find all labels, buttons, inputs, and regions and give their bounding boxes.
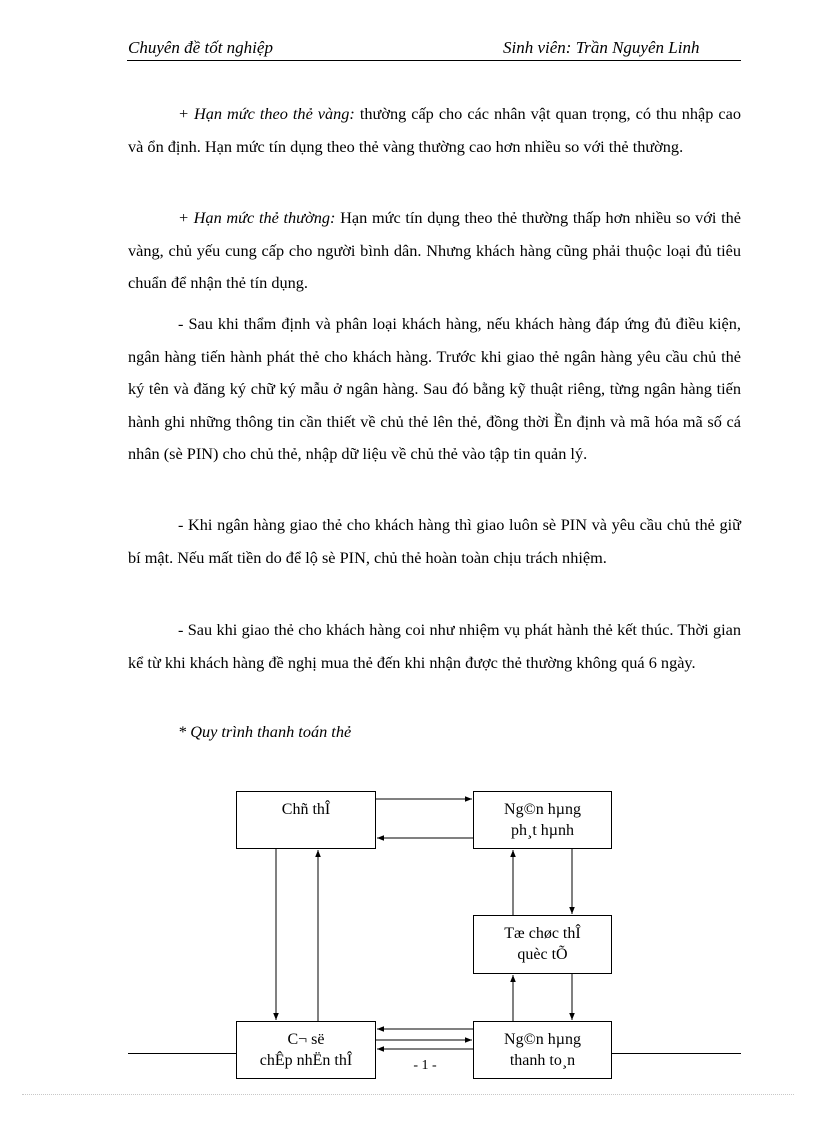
node-label: Chñ thÎ [281,801,331,818]
paragraph-text: thường cấp cho các nhân vật quan trọng, có thu nhập cao và ổn định. Hạn mức tín dụng theo thẻ vàng thường cao hơn nhiều so với thẻ thường. [128,104,741,156]
header-topic: Chuyên đề tốt nghiệp [128,38,273,57]
node-merchant [236,1021,376,1079]
node-label: ph¸t hµnh [511,822,574,839]
paragraph-text: - Sau khi thẩm định và phân loại khách hàng, nếu khách hàng đáp ứng đủ điều kiện, ngân hàng tiến hành phát thẻ cho khách hàng. Trước khi giao thẻ ngân hàng yêu cầu chủ thẻ ký tên và đăng ký chữ ký mẫu ở ngân hàng. Sau đó bằng kỹ thuật riêng, từng ngân hàng tiến hành ghi những thông tin cần thiết về chủ thẻ lên thẻ, đồng thời Ền định và mã hóa mã số cá nhân (sè PIN) cho chủ thẻ, nhập dữ liệu về chủ thẻ vào tập tin quản lý. [128,314,741,463]
node-label: quèc tÕ [517,946,568,963]
footer-rule-right [612,1053,741,1054]
section-caption: * Quy trình thanh toán thẻ [178,722,352,741]
node-label: C¬ së [287,1031,325,1048]
footer-rule-left [128,1053,236,1054]
page-number: - 1 - [401,1058,449,1074]
node-cardholder [236,791,376,849]
header-student: Sinh viên: Trần Nguyên Linh [503,38,700,57]
paragraph-text: - Khi ngân hàng giao thẻ cho khách hàng thì giao luôn sè PIN và yêu cầu chủ thẻ giữ bí mật. Nếu mất tiền do để lộ sè PIN, chủ thẻ hoàn toàn chịu trách nhiệm. [128,515,741,567]
node-issuing-bank [473,791,612,849]
node-label: chÊp nhËn thÎ [259,1052,353,1069]
paragraph-lead: + Hạn mức thẻ thường: [178,208,336,227]
node-label: Ng©n hµng [504,801,581,818]
node-label: Ng©n hµng [504,1031,581,1048]
node-card-organization [473,915,612,974]
node-label: thanh to¸n [509,1052,576,1069]
paragraph-text: - Sau khi giao thẻ cho khách hàng coi như nhiệm vụ phát hành thẻ kết thúc. Thời gian kể từ khi khách hàng đề nghị mua thẻ đến khi nhận được thẻ thường không quá 6 ngày. [128,620,741,672]
node-payment-bank [473,1021,612,1079]
paragraph-text: Hạn mức tín dụng theo thẻ thường thấp hơn nhiều so với thẻ vàng, chủ yếu cung cấp cho người bình dân. Nhưng khách hàng cũng phải thuộc loại đủ tiêu chuẩn để nhận thẻ tín dụng. [128,208,742,292]
paragraph-lead: + Hạn mức theo thẻ vàng: [178,104,355,123]
node-label: Tæ chøc thÎ [504,925,581,942]
page-bottom-edge [22,1094,794,1095]
